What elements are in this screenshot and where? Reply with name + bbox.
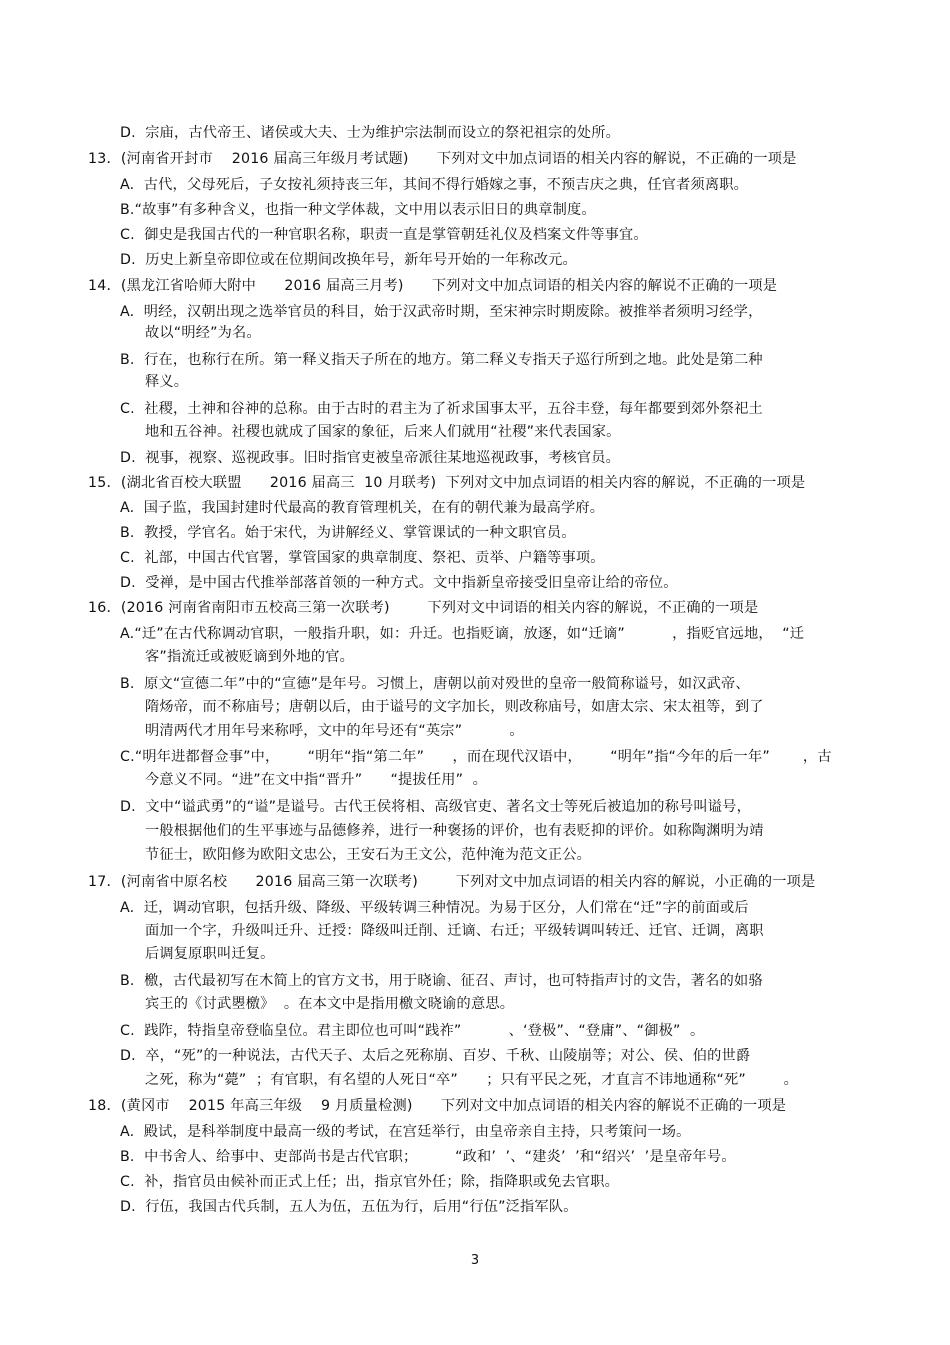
page-number: 3 (470, 1253, 480, 1268)
option-15-a: A. 国子监，我国封建时代最高的教育管理机关，在有的朝代兼为最高学府。 (120, 500, 605, 516)
option-14-d: D. 视事，视察、巡视政事。旧时指官吏被皇帝派往某地巡视政事，考核官员。 (120, 450, 621, 466)
question-13-stem: 13．(河南省开封市 2016 届高三年级月考试题) 下列对文中加点词语的相关内容的解说，不正确的一项是 (88, 151, 797, 167)
option-16-c: C.“明年进都督佥事”中， “明年“指“第二年” ，而在现代汉语中， “明年”指“今年的后一年” ，古 (120, 749, 832, 765)
option-14-a-cont: 故以“明经”为名。 (145, 325, 261, 341)
option-13-d: D. 历史上新皇帝即位或在位期间改换年号，新年号开始的一年称改元。 (120, 252, 577, 268)
option-17-d-cont: 之死，称为“薨” ；有官职，有名望的人死日“卒” ；只有平民之死，才直言不讳地通称“死” 。 (145, 1072, 798, 1088)
option-16-d: D. 文中“谥武勇”的“谥”是谥号。古代王侯将相、高级官吏、著名文士等死后被追加的称号叫谥号， (120, 799, 751, 815)
option-18-a: A. 殿试，是科举制度中最高一级的考试，在宫廷举行，由皇帝亲自主持，只考策问一场。 (120, 1124, 691, 1140)
option-15-c: C. 礼部，中国古代官署，掌管国家的典章制度、祭祀、贡举、户籍等事项。 (120, 550, 605, 566)
option-18-b: B. 中书舍人、给事中、吏部尚书是古代官职； “政和’ ’、“建炎’ ’和“绍兴’ ’是皇帝年号。 (120, 1149, 736, 1165)
option-13-c: C. 御史是我国古代的一种官职名称，职责一直是掌管朝廷礼仪及档案文件等事宜。 (120, 227, 648, 243)
option-16-c-cont: 今意义不同。“进”在文中指“晋升” “提拔任用” 。 (145, 772, 487, 788)
option-17-a-cont1: 面加一个字，升级叫迁升、迁授：降级叫迁削、迁谪、右迁；平级转调叫转迁、迁官、迁调，离职 (145, 923, 764, 939)
option-16-b-cont2: 明清两代才用年号来称呼，文中的年号还有“英宗” 。 (145, 723, 524, 739)
question-14-stem: 14．(黑龙江省哈师大附中 2016 届高三月考) 下列对文中加点词语的相关内容的解说不正确的一项是 (88, 278, 778, 294)
option-18-c: C. 补，指官员由候补而正式上任；出，指京官外任；除，指降职或免去官职。 (120, 1174, 620, 1190)
option-17-b-cont: 宾王的《讨武瞾檄》 。在本文中是指用檄文晓谕的意思。 (145, 996, 515, 1012)
option-17-a: A. 迁，调动官职，包括升级、降级、平级转调三种情况。为易于区分，人们常在“迁”字的前面或后 (120, 900, 749, 916)
option-18-d: D. 行伍，我国古代兵制，五人为伍，五伍为行，后用“行伍”泛指军队。 (120, 1199, 578, 1215)
option-14-a: A. 明经，汉朝出现之选举官员的科目，始于汉武帝时期，至宋神宗时期废除。被推举者须明习经学， (120, 304, 763, 320)
question-17-stem: 17．(河南省中原名校 2016 届高三第一次联考) 下列对文中加点词语的相关内容的解说，小正确的一项是 (88, 874, 816, 890)
option-17-c: C. 践阼，特指皇帝登临皇位。君主即位也可叫“践祚” 、‘登极”、“登庸”、“御极” 。 (120, 1023, 705, 1039)
option-14-c-cont: 地和五谷神。社稷也就成了国家的象征，后来人们就用“社稷”来代表国家。 (145, 424, 621, 440)
option-13-b: B.“故事”有多种含义，也指一种文学体裁，文中用以表示旧日的典章制度。 (120, 202, 596, 218)
option-14-b-cont: 释义。 (145, 374, 189, 390)
option-17-d: D. 卒，“死”的一种说法，古代天子、太后之死称崩、百岁、千秋、山陵崩等；对公、侯、伯的世爵 (120, 1048, 751, 1064)
option-14-b: B. 行在，也称行在所。第一释义指天子所在的地方。第二释义专指天子巡行所到之地。此处是第二种 (120, 352, 763, 368)
option-16-b-cont1: 隋炀帝，而不称庙号；唐朝以后，由于谥号的文字加长，则改称庙号，如唐太宗、宋太祖等，到了 (145, 699, 764, 715)
option-12-d: D. 宗庙，古代帝王、诸侯或大夫、士为维护宗法制而设立的祭祀祖宗的处所。 (120, 125, 621, 141)
option-15-d: D. 受禅，是中国古代推举部落首领的一种方式。文中指新皇帝接受旧皇帝让给的帝位。 (120, 575, 678, 591)
option-16-a-cont: 客”指流迁或被贬谪到外地的官。 (145, 649, 354, 665)
option-17-a-cont2: 后调复原职叫迁复。 (145, 946, 275, 962)
option-17-b: B. 檄，古代最初写在木简上的官方文书，用于晓谕、征召、声讨，也可特指声讨的文告，著名的如骆 (120, 973, 763, 989)
option-16-a: A.“迁”在古代称调动官职，一般指升职，如：升迁。也指贬谪，放逐，如“迁谪” ，指贬官远地， “迁 (120, 626, 805, 642)
option-16-d-cont2: 节征士，欧阳修为欧阳文忠公，王安石为王文公，范仲淹为范文正公。 (145, 847, 592, 863)
question-16-stem: 16．(2016 河南省南阳市五校高三第一次联考) 下列对文中词语的相关内容的解说，不正确的一项是 (88, 600, 759, 616)
question-18-stem: 18．(黄冈市 2015 年高三年级 9 月质量检测) 下列对文中加点词语的相关内容的解说不正确的一项是 (88, 1098, 787, 1114)
option-16-b: B. 原文“宣德二年”中的“宣德”是年号。习惯上，唐朝以前对殁世的皇帝一般简称谥号，如汉武帝、 (120, 676, 750, 692)
option-16-d-cont1: 一般根据他们的生平事迹与品德修养，进行一种褒扬的评价，也有表贬抑的评价。如称陶渊明为靖 (145, 823, 764, 839)
option-13-a: A. 古代，父母死后，子女按礼须持丧三年，其间不得行婚嫁之事，不预吉庆之典，任官者须离职。 (120, 177, 749, 193)
option-15-b: B. 教授，学官名。始于宋代，为讲解经义、掌管课试的一种文职官员。 (120, 525, 576, 541)
question-15-stem: 15．(湖北省百校大联盟 2016 届高三 10 月联考) 下列对文中加点词语的相关内容的解说，不正确的一项是 (88, 475, 806, 491)
option-14-c: C. 社稷，土神和谷神的总称。由于古时的君主为了祈求国事太平，五谷丰登，每年都要到郊外祭祀土 (120, 401, 763, 417)
